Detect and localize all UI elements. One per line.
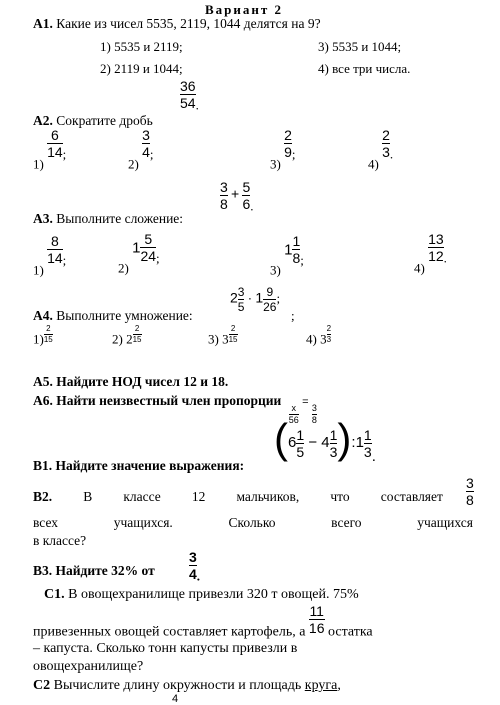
c2-cutoff-digit: 4 [172,693,179,705]
fraction: $\frac{1}{3}$ [363,426,372,460]
question-label: А2. [33,113,53,128]
question-a2 [33,114,153,128]
fraction: $\frac{9}{26}$ [263,285,277,314]
question-text: Сократите дробь [56,113,153,128]
a3-option-4: 4) $\frac{13}{12}$ . [414,231,447,276]
fraction: $\frac{1}{8}$ [292,233,301,266]
question-text: Найдите НОД чисел 12 и 18. [56,374,229,389]
a3-option-1: 1) $\frac{8}{14}$ ; [33,233,67,278]
question-label: А5. [33,374,53,389]
fraction: $\frac{5}{24}$ [140,231,157,264]
question-b3 [33,564,155,578]
question-b1 [33,459,244,473]
a4-option-3: 3) 3 $\frac{2}{15}$ [208,324,238,347]
a4-option-1: 1) $\frac{2}{15}$ [33,324,53,347]
fraction: $\frac{3}{4}$ [189,549,197,582]
question-c2: С2 Вычислите длину окружности и площадь круга, [33,678,341,693]
fraction: $\frac{11}{16}$ [308,603,325,636]
b2-line-3: в классе? [33,533,87,548]
fraction: $\frac{2}{3}$ [326,324,332,344]
question-c1: С1. В овощехранилище привезли 320 т овощей. 75% [44,587,359,602]
question-text: Найдите значение выражения: [55,458,245,473]
a4-expression: 2 $\frac{3}{5}$ · 1 $\frac{9}{26}$ ; [230,285,281,314]
question-a1 [33,17,321,31]
fraction: $\frac{8}{14}$ [47,233,63,266]
c1-line-3: – капуста. Сколько тонн капусты привезли в [33,641,298,656]
question-label: С2 [33,678,51,693]
question-text: Какие из чисел 5535, 2119, 1044 делятся на 9? [56,16,321,31]
question-label: А6. [33,393,53,408]
question-label: А1. [33,16,53,31]
question-a5 [33,375,228,389]
a1-option-2: 2) 2119 и 1044; [100,61,183,76]
question-label: В2. [33,489,53,504]
question-a3 [33,212,183,226]
fraction: $\frac{6}{14}$ [47,127,63,160]
question-text: Выполните умножение: [56,308,193,323]
fraction: $\frac{1}{3}$ [329,426,338,460]
a2-fraction: $\frac{36}{54}$ . [180,78,199,113]
b3-fraction: $\frac{3}{4}$ . [189,549,201,584]
a2-option-1: 1) $\frac{6}{14}$ ; [33,127,67,172]
question-label: А3. [33,211,53,226]
a2-option-2: 2) $\frac{3}{4}$ ; [128,127,154,172]
question-label: А4. [33,308,53,323]
question-label: С1. [44,587,65,602]
fraction: $\frac{2}{9}$ [284,127,292,160]
c1-line-4: овощехранилище? [33,659,144,674]
b2-fraction [466,476,474,507]
fraction: $\frac{3}{8}$ [311,403,317,425]
question-text: Выполните сложение: [56,211,184,226]
question-label: В3. [33,563,53,578]
a4-expression-tail: ; [291,308,295,323]
fraction: $\frac{36}{54}$ [180,78,196,111]
page-title: Вариант 2 [205,2,284,17]
fraction: $\frac{3}{4}$ [142,127,150,160]
a3-option-2: 2) 1 $\frac{5}{24}$ ; [118,231,160,276]
a4-option-4: 4) 3 $\frac{2}{3}$ [306,324,332,347]
c1-line-2: привезенных овощей составляет картофель, а $\frac{11}{16}$ остатка [33,603,373,640]
question-label: В1. [33,458,53,473]
fraction: $\frac{5}{6}$ [242,179,251,212]
a4-option-2: 2) 2 $\frac{2}{15}$ [112,324,142,347]
question-a6: А6. Найти неизвестный член пропорции $\frac{x}{56}$ = $\frac{3}{8}$ [33,393,317,425]
a2-option-3: 3) $\frac{2}{9}$ ; [270,127,296,172]
fraction: $\frac{13}{12}$ [428,231,444,264]
fraction: $\frac{2}{15}$ [132,324,142,344]
fraction: $\frac{2}{3}$ [382,127,390,160]
fraction: $\frac{3}{5}$ [237,285,245,314]
fraction: $\frac{2}{15}$ [43,324,53,344]
a3-expression: $\frac{3}{8}$ + $\frac{5}{6}$ . [220,179,254,214]
question-text: Найти неизвестный член пропорции [56,393,282,408]
a1-option-3: 3) 5535 и 1044; [318,39,402,54]
fraction: $\frac{3}{8}$ [220,179,228,212]
a1-option-4: 4) все три числа. [318,61,411,76]
question-a4 [33,309,193,323]
fraction: $\frac{3}{8}$ [466,475,474,508]
b1-expression: (6 $\frac{1}{5}$ − 4 $\frac{1}{3}$ ):1 $\frac{1}{3}$ . [274,415,376,465]
a2-option-4: 4) $\frac{2}{3}$ . [368,127,394,172]
circle-link[interactable]: круга [304,678,338,693]
b2-line-2: всех учащихся. Сколько всего учащихся [33,515,473,530]
a1-option-1: 1) 5535 и 2119; [100,39,183,54]
a3-option-3: 3) 1 $\frac{1}{8}$ ; [270,233,304,278]
fraction: $\frac{1}{5}$ [296,426,305,460]
fraction: $\frac{2}{15}$ [228,324,238,344]
fraction: $\frac{x}{56}$ [288,403,299,425]
b2-line-1: В2. В классе 12 мальчиков, что составляет [33,489,443,504]
question-text: Найдите 32% от [55,563,155,578]
